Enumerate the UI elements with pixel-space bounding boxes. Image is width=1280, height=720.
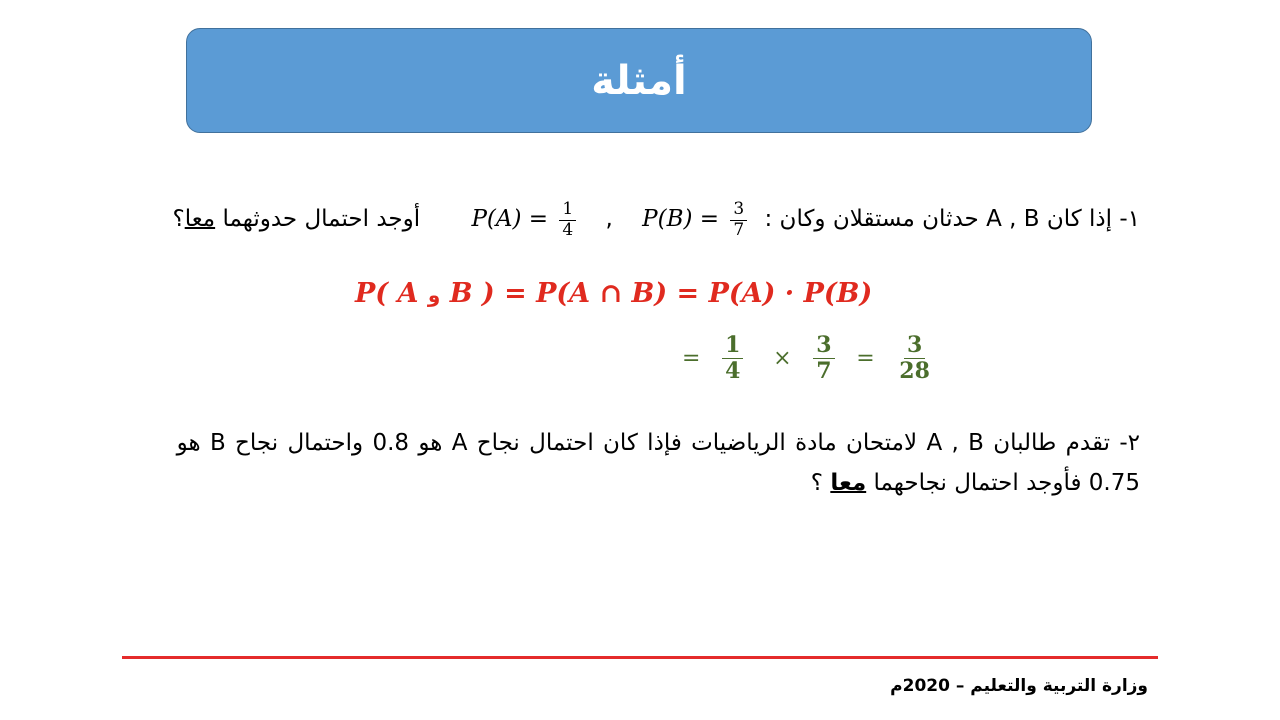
emphasis-together: معا [184,206,216,233]
emphasis-together-2: معا [830,470,867,496]
page-title: أمثلة [591,57,687,104]
pa-expression: P(A) = $\frac{1}{4}$ [471,200,580,240]
fraction-3-28: $\frac{3}{28}$ [899,332,930,385]
comma: , [605,206,613,233]
and-word: و [427,283,441,307]
example-2-line-1: ٢- تقدم طالبان A , B لامتحان مادة الرياضيات فإذا كان احتمال نجاح A هو 0.8 واحتمال نجاح B هو [176,430,1140,456]
solution-formula: P( A و B ) = P(A ∩ B) = P(A) · P(B) [355,278,873,309]
pa-fraction: $\frac{1}{4}$ [559,200,576,240]
example-1-lead: ١- إذا كان A , B حدثان مستقلان وكان : [764,206,1140,233]
footer-ministry: وزارة التربية والتعليم – 2020م [890,676,1148,696]
example-2-line-2: 0.75 فأوجد احتمال نجاحهما معا ؟ [810,470,1140,496]
pb-fraction: $\frac{3}{7}$ [730,200,747,240]
example-1-question: أوجد احتمال حدوثهما [222,206,421,233]
example-1 [172,200,1140,240]
title-banner [186,28,1092,133]
solution-computation: = $\frac{1}{4}$ × $\frac{3}{7}$ = $\frac{3}{28}$ [672,333,937,385]
fraction-3-7: $\frac{3}{7}$ [813,333,834,385]
question-mark: ؟ [172,206,185,233]
fraction-1-4: $\frac{1}{4}$ [722,333,743,385]
pb-expression: P(B) = $\frac{3}{7}$ [642,200,751,240]
footer-divider [122,656,1158,659]
